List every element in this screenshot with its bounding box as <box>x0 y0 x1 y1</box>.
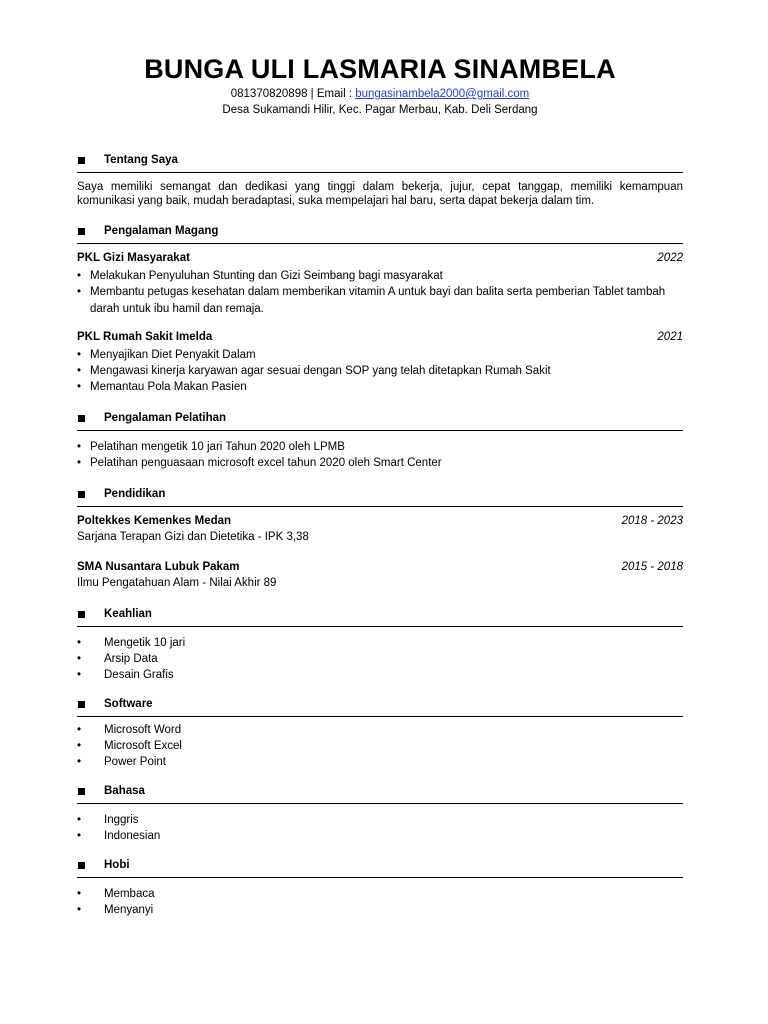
entry-year: 2022 <box>657 252 683 264</box>
entry-title: PKL Rumah Sakit Imelda <box>77 331 213 343</box>
internship-section <box>77 222 683 395</box>
section-header <box>77 782 683 804</box>
square-bullet-icon <box>78 491 85 498</box>
software-section <box>77 695 683 770</box>
section-header <box>77 222 683 244</box>
list-item: • Arsip Data <box>77 651 683 667</box>
section-header <box>77 151 683 173</box>
section-header <box>77 605 683 627</box>
square-bullet-icon <box>78 415 85 422</box>
section-header <box>77 856 683 878</box>
section-title: Pendidikan <box>104 488 166 500</box>
section-title: Pengalaman Magang <box>104 225 219 237</box>
hobbies-section <box>77 856 683 918</box>
list-item: • Melakukan Penyuluhan Stunting dan Gizi Seimbang bagi masyarakat <box>77 268 683 284</box>
entry-year: 2021 <box>657 331 683 343</box>
internship-entry <box>77 329 683 395</box>
square-bullet-icon <box>78 157 85 164</box>
candidate-name: BUNGA ULI LASMARIA SINAMBELA <box>144 54 616 84</box>
resume-page <box>77 52 683 918</box>
school-name: Poltekkes Kemenkes Medan <box>77 515 232 527</box>
hobbies-list <box>77 886 683 918</box>
list-item: • Mengetik 10 jari <box>77 635 683 651</box>
list-item: • Pelatihan penguasaan microsoft excel tahun 2020 oleh Smart Center <box>77 455 683 471</box>
list-item: • Power Point <box>77 754 683 770</box>
internship-entry <box>77 250 683 318</box>
contact-line <box>77 86 683 102</box>
list-item: • Microsoft Word <box>77 722 683 738</box>
section-title: Bahasa <box>104 785 145 797</box>
square-bullet-icon <box>78 862 85 869</box>
training-list <box>77 439 683 471</box>
education-entry <box>77 513 683 545</box>
section-title: Pengalaman Pelatihan <box>104 412 227 424</box>
section-title: Keahlian <box>104 608 152 620</box>
education-section <box>77 485 683 591</box>
skills-list <box>77 635 683 683</box>
list-item: • Desain Grafis <box>77 667 683 683</box>
software-list <box>77 722 683 770</box>
skills-section <box>77 605 683 683</box>
list-item: • Menyajikan Diet Penyakit Dalam <box>77 347 683 363</box>
address: Desa Sukamandi Hilir, Kec. Pagar Merbau, Kab. Deli Serdang <box>222 104 538 116</box>
list-item: • Mengawasi kinerja karyawan agar sesuai dengan SOP yang telah ditetapkan Rumah Sakit <box>77 363 683 379</box>
list-item: • Membaca <box>77 886 683 902</box>
school-name: SMA Nusantara Lubuk Pakam <box>77 561 240 573</box>
list-item: • Microsoft Excel <box>77 738 683 754</box>
entry-title: PKL Gizi Masyarakat <box>77 252 190 264</box>
square-bullet-icon <box>78 701 85 708</box>
phone-number: 081370820898 <box>230 88 308 100</box>
list-item: • Memantau Pola Makan Pasien <box>77 379 683 395</box>
about-text: Saya memiliki semangat dan dedikasi yang tinggi dalam bekerja, jujur, cepat tanggap, memiliki kemampuan komunikasi yang baik, mudah beradaptasi, suka mempelajari hal baru, serta dapat bekerja dalam tim. <box>77 181 683 207</box>
square-bullet-icon <box>78 611 85 618</box>
section-title: Software <box>104 698 153 710</box>
section-header <box>77 695 683 717</box>
section-header <box>77 485 683 507</box>
languages-list <box>77 812 683 844</box>
list-item: • Inggris <box>77 812 683 828</box>
school-years: 2018 - 2023 <box>621 515 683 527</box>
about-section <box>77 151 683 208</box>
square-bullet-icon <box>78 788 85 795</box>
languages-section <box>77 782 683 844</box>
list-item: • Pelatihan mengetik 10 jari Tahun 2020 oleh LPMB <box>77 439 683 455</box>
training-section <box>77 409 683 471</box>
section-title: Hobi <box>104 859 130 871</box>
list-item: • Indonesian <box>77 828 683 844</box>
entry-list <box>77 268 683 318</box>
school-years: 2015 - 2018 <box>621 561 683 573</box>
education-entry <box>77 559 683 591</box>
square-bullet-icon <box>78 228 85 235</box>
list-item: • Membantu petugas kesehatan dalam memberikan vitamin A untuk bayi dan balita serta pemberian Tablet tambah darah untuk ibu hamil dan remaja. <box>77 284 683 318</box>
school-detail: Ilmu Pengatahuan Alam - Nilai Akhir 89 <box>77 577 277 589</box>
email-label: | Email : <box>307 88 356 100</box>
section-header <box>77 409 683 431</box>
list-item: • Menyanyi <box>77 902 683 918</box>
email-link[interactable]: bungasinambela2000@gmail.com <box>355 88 530 100</box>
school-detail: Sarjana Terapan Gizi dan Dietetika - IPK 3,38 <box>77 531 309 543</box>
entry-list <box>77 347 683 395</box>
section-title: Tentang Saya <box>104 154 178 166</box>
